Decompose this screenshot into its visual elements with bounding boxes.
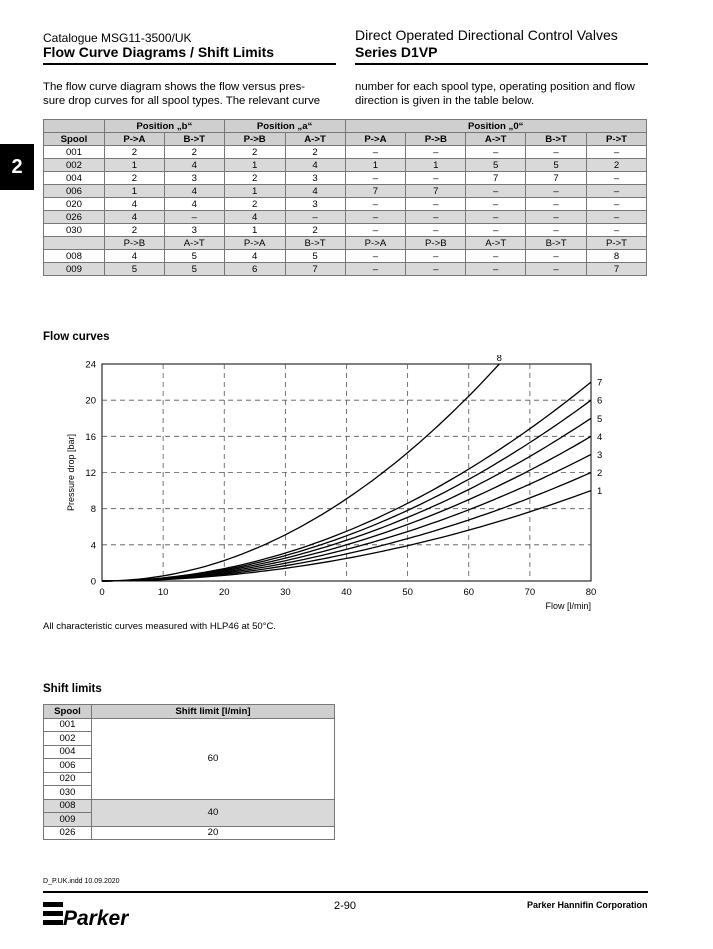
curve-number: – xyxy=(526,263,587,276)
x-axis-label: Flow [l/min] xyxy=(545,601,591,611)
spool-row xyxy=(44,172,647,185)
shift-spool: 002 xyxy=(44,732,92,746)
curve-number: 2 xyxy=(164,146,224,159)
curve-number: 5 xyxy=(164,263,224,276)
y-tick-label: 0 xyxy=(90,576,96,588)
curve-number: – xyxy=(466,224,526,237)
curve-number: – xyxy=(406,146,466,159)
section-title: Flow Curve Diagrams / Shift Limits xyxy=(43,44,275,60)
y-tick-label: 20 xyxy=(85,395,96,407)
curve-number: 5 xyxy=(164,250,224,263)
x-tick-label: 0 xyxy=(99,587,105,598)
curve-number: 2 xyxy=(285,224,345,237)
spool-code: 002 xyxy=(44,159,105,172)
shift-col-spool: Spool xyxy=(44,705,92,719)
series-title: Series D1VP xyxy=(355,44,438,60)
group-header-blank xyxy=(44,120,105,133)
spool-code: 030 xyxy=(44,224,105,237)
shift-spool: 030 xyxy=(44,786,92,800)
header-rule-left xyxy=(43,63,336,65)
flow-curve-chart xyxy=(60,355,620,615)
curve-number: 2 xyxy=(224,146,285,159)
curve-number: – xyxy=(345,172,406,185)
curve-number: 4 xyxy=(224,250,285,263)
curve-number: – xyxy=(526,185,587,198)
curve-label: 8 xyxy=(496,355,502,364)
spool-code: 001 xyxy=(44,146,105,159)
col-header: P->A xyxy=(104,133,164,146)
col-header: B->T xyxy=(526,133,587,146)
curve-number: – xyxy=(526,198,587,211)
spool-row xyxy=(44,159,647,172)
curve-number: – xyxy=(406,224,466,237)
footer-rule xyxy=(43,891,648,893)
spool-row xyxy=(44,185,647,198)
curve-number: 3 xyxy=(164,224,224,237)
curve-number: 3 xyxy=(285,198,345,211)
col-header: Spool xyxy=(44,133,105,146)
page-number: 2-90 xyxy=(334,900,357,912)
curve-number: 7 xyxy=(526,172,587,185)
x-tick-label: 40 xyxy=(341,587,352,598)
x-tick-label: 20 xyxy=(218,587,230,598)
curve-number: 7 xyxy=(285,263,345,276)
curve-number: 6 xyxy=(224,263,285,276)
sub-header: P->A xyxy=(345,237,406,250)
curve-number: 2 xyxy=(104,224,164,237)
curve-number: – xyxy=(406,211,466,224)
curve-number: 1 xyxy=(104,159,164,172)
curve-number: – xyxy=(587,211,647,224)
curve-label: 3 xyxy=(597,449,603,461)
curve-number: 1 xyxy=(224,185,285,198)
curve-number: – xyxy=(466,263,526,276)
curve-label: 7 xyxy=(597,377,603,389)
sub-header: P->B xyxy=(104,237,164,250)
intro-right xyxy=(355,80,648,108)
spool-row xyxy=(44,211,647,224)
shift-col-limit: Shift limit [l/min] xyxy=(91,705,334,719)
intro-left xyxy=(43,80,336,108)
y-tick-label: 16 xyxy=(85,431,96,443)
curve-number: 2 xyxy=(104,172,164,185)
curve-number: 5 xyxy=(285,250,345,263)
group-header-b: Position „b“ xyxy=(104,120,224,133)
shift-limits-title: Shift limits xyxy=(43,683,102,695)
curve-number: 5 xyxy=(466,159,526,172)
curve-number: 3 xyxy=(164,172,224,185)
curve-number: 1 xyxy=(406,159,466,172)
shift-spool: 008 xyxy=(44,799,92,813)
curve-number: 1 xyxy=(224,224,285,237)
curve-number: – xyxy=(345,198,406,211)
curve-number: 4 xyxy=(164,185,224,198)
col-header: P->A xyxy=(345,133,406,146)
spool-code: 020 xyxy=(44,198,105,211)
shift-spool: 026 xyxy=(44,826,92,840)
spool-row xyxy=(44,263,647,276)
curve-number: – xyxy=(466,250,526,263)
curve-number: 7 xyxy=(406,185,466,198)
spool-row xyxy=(44,250,647,263)
curve-number: 4 xyxy=(224,211,285,224)
y-tick-label: 8 xyxy=(90,504,96,516)
col-header: P->T xyxy=(587,133,647,146)
spool-row xyxy=(44,224,647,237)
curve-label: 2 xyxy=(597,468,603,479)
sub-header: A->T xyxy=(164,237,224,250)
curve-number: 4 xyxy=(285,185,345,198)
group-header-row xyxy=(44,120,647,133)
shift-spool: 004 xyxy=(44,745,92,759)
sub-header: P->A xyxy=(224,237,285,250)
curve-number: 8 xyxy=(587,250,647,263)
curve-number: 3 xyxy=(285,172,345,185)
x-tick-label: 30 xyxy=(280,587,291,598)
x-tick-label: 60 xyxy=(463,587,475,598)
shift-row xyxy=(44,826,335,840)
spool-code: 006 xyxy=(44,185,105,198)
shift-header-row xyxy=(44,705,335,719)
shift-limit-value: 20 xyxy=(91,826,334,840)
spool-code: 008 xyxy=(44,250,105,263)
curve-label: 6 xyxy=(597,395,603,407)
y-tick-label: 4 xyxy=(90,540,96,552)
spool-row xyxy=(44,198,647,211)
parker-logo-wordmark: Parker xyxy=(63,907,129,930)
curve-number: 2 xyxy=(224,172,285,185)
curve-number: – xyxy=(587,224,647,237)
group-header-a: Position „a“ xyxy=(224,120,345,133)
sub-header: B->T xyxy=(526,237,587,250)
curve-number: – xyxy=(345,263,406,276)
curve-number: – xyxy=(345,224,406,237)
curve-number: 7 xyxy=(466,172,526,185)
intro-left-line2: sure drop curves for all spool types. The relevant curve xyxy=(43,95,321,107)
curve-number: – xyxy=(406,250,466,263)
y-axis-label: Pressure drop [bar] xyxy=(66,433,76,512)
y-tick-label: 24 xyxy=(85,359,96,371)
parker-logo xyxy=(43,900,129,932)
curve-label: 4 xyxy=(597,431,603,443)
curve-number: – xyxy=(466,198,526,211)
header-rule-right xyxy=(355,63,648,65)
measurement-note: All characteristic curves measured with HLP46 at 50°C. xyxy=(43,621,276,632)
curve-number: – xyxy=(164,211,224,224)
curve-number: 4 xyxy=(104,198,164,211)
shift-spool: 020 xyxy=(44,772,92,786)
curve-number: 4 xyxy=(164,198,224,211)
x-tick-label: 10 xyxy=(157,587,169,598)
curve-number: 2 xyxy=(285,146,345,159)
curve-number: – xyxy=(345,250,406,263)
curve-number: – xyxy=(285,211,345,224)
col-header: A->T xyxy=(466,133,526,146)
product-title: Direct Operated Directional Control Valves xyxy=(355,27,618,43)
intro-right-line2: direction is given in the table below. xyxy=(355,95,535,107)
curve-number: – xyxy=(466,185,526,198)
curve-label: 5 xyxy=(597,413,603,425)
intro-left-line1: The flow curve diagram shows the flow versus pres- xyxy=(43,81,306,93)
curve-number: 7 xyxy=(345,185,406,198)
shift-limit-table xyxy=(43,704,335,840)
shift-spool: 009 xyxy=(44,813,92,827)
curve-number: – xyxy=(466,211,526,224)
curve-number: 4 xyxy=(104,250,164,263)
curve-number: 7 xyxy=(587,263,647,276)
curve-number: – xyxy=(345,146,406,159)
curve-number: – xyxy=(406,172,466,185)
intro-right-line1: number for each spool type, operating position and flow xyxy=(355,81,635,93)
col-header: B->T xyxy=(164,133,224,146)
curve-number: – xyxy=(526,211,587,224)
curve-number: – xyxy=(587,146,647,159)
curve-number: 2 xyxy=(104,146,164,159)
curve-number: 2 xyxy=(224,198,285,211)
sub-header-row xyxy=(44,237,647,250)
shift-spool: 001 xyxy=(44,718,92,732)
curve-number: – xyxy=(345,211,406,224)
curve-label: 1 xyxy=(597,486,603,498)
curve-number: 4 xyxy=(104,211,164,224)
shift-row xyxy=(44,718,335,732)
sub-header: P->B xyxy=(406,237,466,250)
curve-number: 4 xyxy=(164,159,224,172)
curve-number: 1 xyxy=(345,159,406,172)
group-header-0: Position „0“ xyxy=(345,120,647,133)
curve-number: 5 xyxy=(104,263,164,276)
curve-number: – xyxy=(526,146,587,159)
spool-code: 026 xyxy=(44,211,105,224)
spool-curve-table xyxy=(43,119,647,276)
company-name: Parker Hannifin Corporation xyxy=(527,900,648,910)
spool-code: 009 xyxy=(44,263,105,276)
curve-number: – xyxy=(466,146,526,159)
curve-number: 1 xyxy=(224,159,285,172)
curve-number: – xyxy=(406,263,466,276)
shift-row xyxy=(44,799,335,813)
x-tick-label: 70 xyxy=(524,587,536,598)
sub-header xyxy=(44,237,105,250)
sub-header: B->T xyxy=(285,237,345,250)
shift-limit-value: 60 xyxy=(91,718,334,799)
file-reference: D_P.UK.indd 10.09.2020 xyxy=(43,878,120,885)
curve-number: – xyxy=(406,198,466,211)
sub-header: P->T xyxy=(587,237,647,250)
x-tick-label: 80 xyxy=(585,587,597,598)
shift-spool: 006 xyxy=(44,759,92,773)
catalogue-number: Catalogue MSG11-3500/UK xyxy=(43,31,192,45)
curve-number: – xyxy=(587,198,647,211)
sub-header: A->T xyxy=(466,237,526,250)
chapter-tab: 2 xyxy=(0,144,34,190)
curve-number: – xyxy=(526,224,587,237)
flow-curves-title: Flow curves xyxy=(43,331,110,343)
y-tick-label: 12 xyxy=(85,468,96,479)
curve-number: – xyxy=(587,185,647,198)
curve-number: – xyxy=(587,172,647,185)
col-header: P->B xyxy=(224,133,285,146)
curve-number: 2 xyxy=(587,159,647,172)
curve-number: 4 xyxy=(285,159,345,172)
column-header-row xyxy=(44,133,647,146)
col-header: A->T xyxy=(285,133,345,146)
curve-number: 1 xyxy=(104,185,164,198)
shift-limit-value: 40 xyxy=(91,799,334,826)
spool-code: 004 xyxy=(44,172,105,185)
spool-row xyxy=(44,146,647,159)
x-tick-label: 50 xyxy=(402,587,413,598)
curve-number: 5 xyxy=(526,159,587,172)
col-header: P->B xyxy=(406,133,466,146)
curve-number: – xyxy=(526,250,587,263)
